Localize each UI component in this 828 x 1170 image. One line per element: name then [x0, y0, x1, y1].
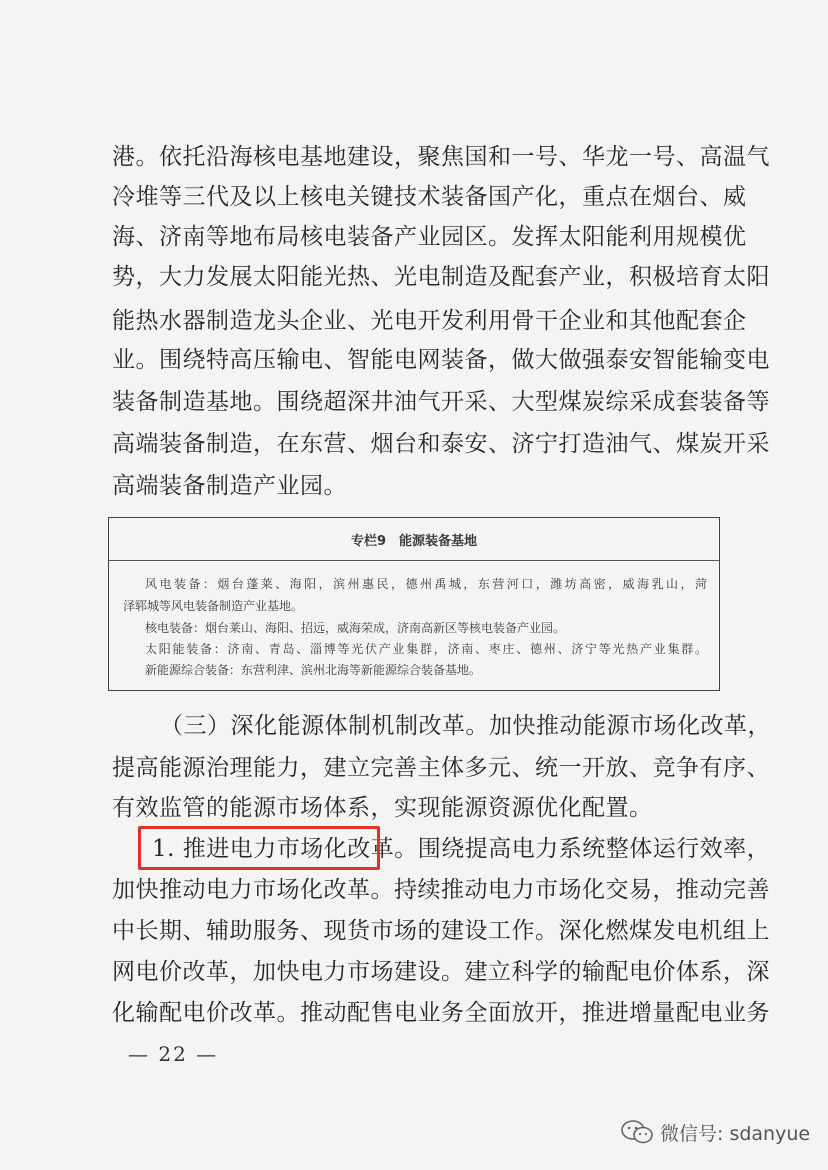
wechat-icon [620, 1119, 654, 1145]
text-line: 能热水器制造龙头企业、光电开发利用骨干企业和其他配套企 [112, 308, 747, 334]
text-line: 化输配电价改革。推动配售电业务全面放开，推进增量配电业务 [112, 1000, 770, 1026]
text-line: 业。围绕特高压输电、智能电网装备，做大做强泰安智能输变电 [112, 347, 770, 373]
box-divider [109, 560, 719, 561]
box-line: 新能源综合装备：东营利津、滨州北海等新能源综合装备基地。 [145, 663, 482, 677]
page-number: — 22 — [128, 1042, 219, 1066]
text-line: 冷堆等三代及以上核电关键技术装备国产化，重点在烟台、威 [112, 184, 747, 210]
box-line: 泽郓城等风电装备制造产业基地。 [123, 599, 304, 613]
text-line: 提高能源治理能力，建立完善主体多元、统一开放、竞争有序、 [112, 755, 770, 781]
text-line: 海、济南等地布局核电装备产业园区。发挥太阳能利用规模优 [112, 224, 747, 250]
text-line: 有效监管的能源市场体系，实现能源资源优化配置。 [112, 795, 653, 821]
text-line: 势，大力发展太阳能光热、光电制造及配套产业，积极培育太阳 [112, 264, 770, 290]
section-heading-line: （三）深化能源体制机制改革。加快推动能源市场化改革， [160, 713, 771, 739]
watermark-text: 微信号: sdanyue [660, 1122, 811, 1145]
text-line: 装备制造基地。围绕超深井油气开采、大型煤炭综采成套装备等 [112, 389, 770, 415]
highlight-box [138, 826, 380, 870]
text-line: 高端装备制造产业园。 [112, 473, 347, 499]
box-line: 太阳能装备：济南、青岛、淄博等光伏产业集群，济南、枣庄、德州、济宁等光热产业集群。 [145, 642, 707, 656]
info-box-column [108, 517, 720, 691]
subsection-heading-line: 1. 推进电力市场化改革。围绕提高电力系统整体运行效率， [152, 836, 771, 862]
text-line: 港。依托沿海核电基地建设，聚焦国和一号、华龙一号、高温气 [112, 144, 770, 170]
box-line: 风电装备：烟台蓬莱、海阳，滨州惠民，德州禹城，东营河口，潍坊高密，威海乳山，菏 [145, 577, 707, 591]
text-line: 高端装备制造，在东营、烟台和泰安、济宁打造油气、煤炭开采 [112, 431, 770, 457]
text-line: 中长期、辅助服务、现货市场的建设工作。深化燃煤发电机组上 [112, 918, 770, 944]
text-line: 加快推动电力市场化改革。持续推动电力市场化交易，推动完善 [112, 877, 770, 903]
box-title: 专栏9 能源装备基地 [350, 534, 478, 549]
text-line: 网电价改革，加快电力市场建设。建立科学的输配电价体系，深 [112, 959, 770, 985]
box-line: 核电装备：烟台莱山、海阳、招远，威海荣成，济南高新区等核电装备产业园。 [145, 621, 566, 635]
watermark [620, 1117, 810, 1147]
